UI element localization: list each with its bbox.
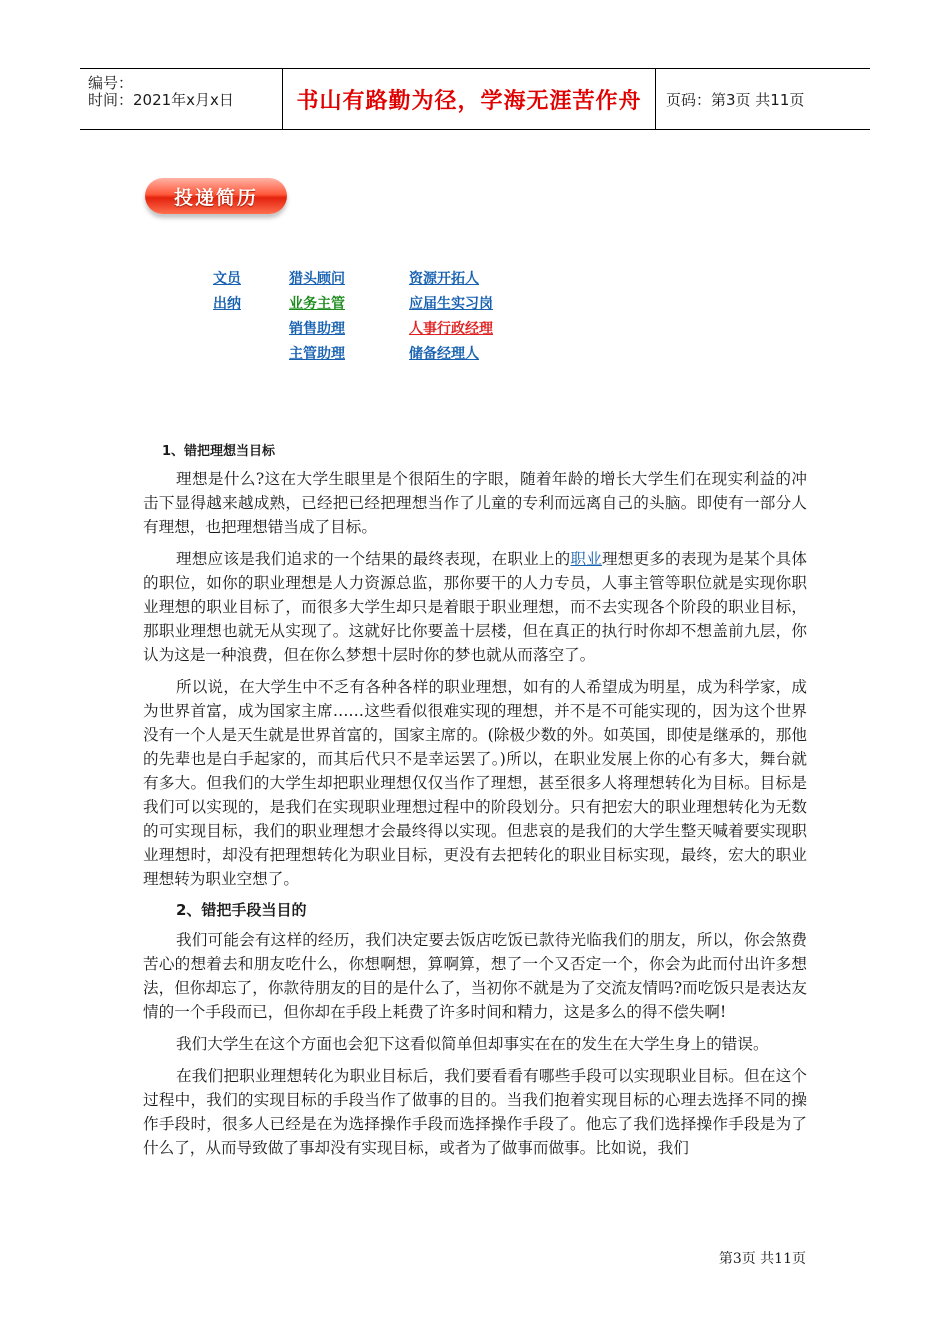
header-meta <box>80 69 282 129</box>
section-2-paragraph-2: 我们大学生在这个方面也会犯下这看似简单但却事实在在的发生在大学生身上的错误。 <box>176 1035 769 1053</box>
job-link-business-supervisor[interactable]: 业务主管 <box>289 296 345 312</box>
job-link-reserve-manager[interactable]: 储备经理人 <box>409 346 479 362</box>
page-footer: 第3页 共11页 <box>718 1251 806 1267</box>
number-label: 编号： <box>88 74 134 92</box>
article-body <box>143 430 807 1168</box>
job-link-resource-developer[interactable]: 资源开拓人 <box>409 271 479 287</box>
header-page-code: 页码：第3页 共11页 <box>666 90 805 109</box>
section-2-paragraph-3: 在我们把职业理想转化为职业目标后，我们要看看有哪些手段可以实现职业目标。但在这个过程中，我们的实现目标的手段当作了做事的目的。当我们抱着实现目标的心理去选择不同的操作手段时，很多人已经是在为选择操作手段而选择操作手段了。他忘了我们选择操作手段是为了什么了，从而导致做了事却没有实现目标，或者为了做事而做事。比如说，我们 <box>143 1067 807 1157</box>
job-links-column-3 <box>409 269 493 369</box>
job-link-headhunter[interactable]: 猎头顾问 <box>289 271 345 287</box>
section-1-title: 1、错把理想当目标 <box>162 444 276 459</box>
section-2-title: 2、错把手段当目的 <box>176 901 307 919</box>
header-motto: 书山有路勤为径，学海无涯苦作舟 <box>282 69 656 129</box>
section-1-paragraph-1: 理想是什么?这在大学生眼里是个很陌生的字眼，随着年龄的增长大学生们在现实利益的冲击下显得越来越成熟，已经把已经把理想当作了儿童的专利而远离自己的头脑。即使有一部分人有理想，也把理想错当成了目标。 <box>143 470 807 536</box>
section-2-paragraph-1: 我们可能会有这样的经历，我们决定要去饭店吃饭已款待光临我们的朋友，所以，你会煞费苦心的想着去和朋友吃什么，你想啊想，算啊算，想了一个又否定一个，你会为此而付出许多想法，但你却忘了，你款待朋友的目的是什么了，当初你不就是为了交流友情吗?而吃饭只是表达友情的一个手段而已，但你却在手段上耗费了许多时间和精力，这是多么的得不偿失啊! <box>143 931 807 1021</box>
job-links-column-1 <box>213 269 241 319</box>
job-links-column-2 <box>289 269 345 369</box>
paragraph-text: 理想更多的表现为是某个具体的职位，如你的职业理想是人力资源总监，那你要干的人力专员，人事主管等职位就是实现你职业理想的职业目标了，而很多大学生却只是着眼于职业理想，而不去实现各个阶段的职业目标，那职业理想也就无从实现了。这就好比你要盖十层楼，但在真正的执行时你却不想盖前九层，你认为这是一种浪费，但在你么梦想十层时你的梦也就从而落空了。 <box>143 550 807 664</box>
document-header <box>80 68 870 130</box>
job-link-sales-assistant[interactable]: 销售助理 <box>289 321 345 337</box>
paragraph-text: 理想应该是我们追求的一个结果的最终表现，在职业上的 <box>176 550 571 568</box>
job-link-supervisor-assistant[interactable]: 主管助理 <box>289 346 345 362</box>
time-label: 时间：2021年x月x日 <box>88 91 234 109</box>
job-link-clerk[interactable]: 文员 <box>213 271 241 287</box>
submit-resume-button[interactable]: 投递简历 <box>145 178 287 214</box>
job-link-hr-admin-manager[interactable]: 人事行政经理 <box>409 321 493 337</box>
career-link[interactable]: 职业 <box>570 550 603 568</box>
section-1-paragraph-3: 所以说，在大学生中不乏有各种各样的职业理想，如有的人希望成为明星，成为科学家，成为世界首富，成为国家主席……这些看似很难实现的理想，并不是不可能实现的，因为这个世界没有一个人是天生就是世界首富的，国家主席的。(除极少数的外。如英国，即使是继承的，那他的先辈也是白手起家的，而其后代只不是幸运罢了。)所以，在职业发展上你的心有多大，舞台就有多大。但我们的大学生却把职业理想仅仅当作了理想，甚至很多人将理想转化为目标。目标是我们可以实现的，是我们在实现职业理想过程中的阶段划分。只有把宏大的职业理想转化为无数的可实现目标，我们的职业理想才会最终得以实现。但悲哀的是我们的大学生整天喊着要实现职业理想时，却没有把理想转化为职业目标，更没有去把转化的职业目标实现，最终，宏大的职业理想转为职业空想了。 <box>143 678 807 888</box>
job-link-graduate-intern[interactable]: 应届生实习岗 <box>409 296 493 312</box>
section-1-paragraph-2 <box>143 547 807 667</box>
job-link-cashier[interactable]: 出纳 <box>213 296 241 312</box>
